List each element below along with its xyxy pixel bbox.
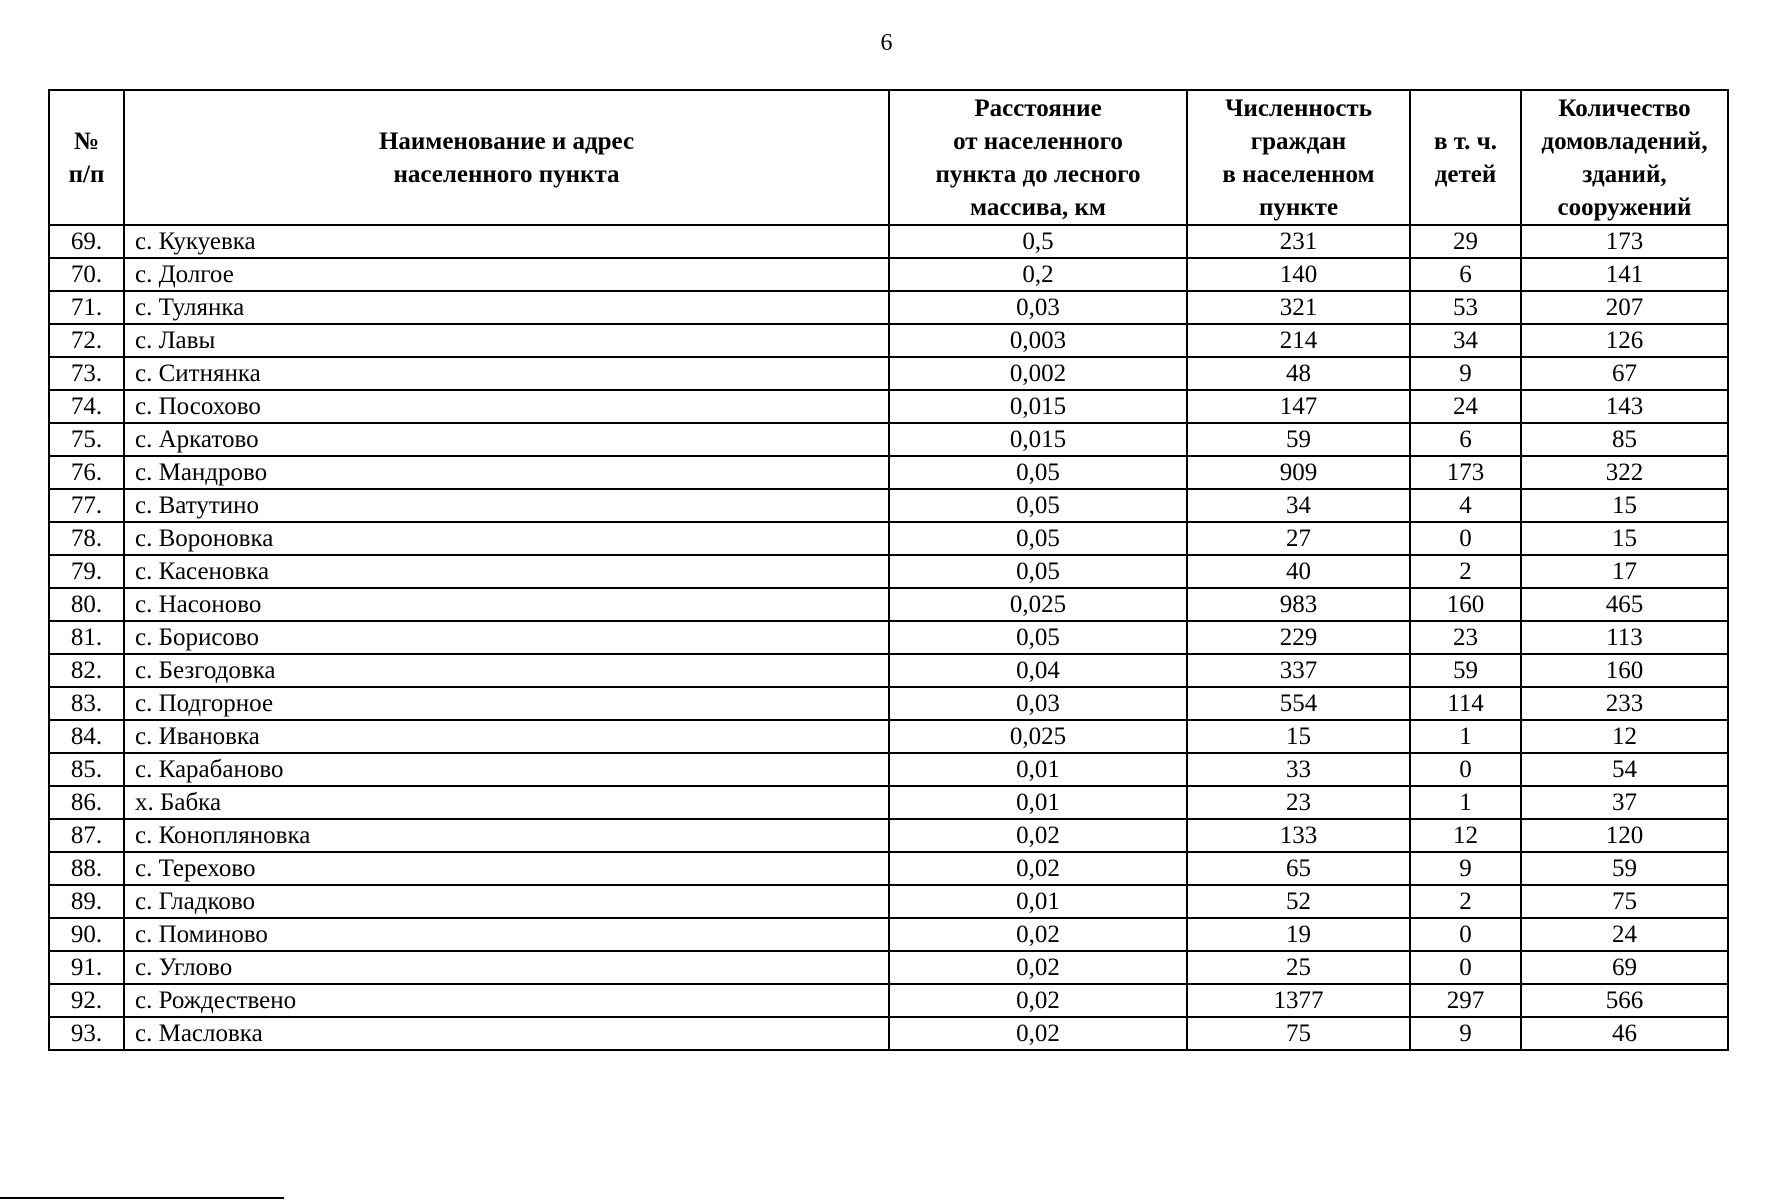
buildings-cell: 322 [1521,456,1728,489]
table-row [49,225,1728,258]
buildings-cell: 17 [1521,555,1728,588]
table-row [49,489,1728,522]
settlement-name: с. Насоново [124,588,889,621]
population-cell: 909 [1187,456,1410,489]
buildings-cell: 54 [1521,753,1728,786]
buildings-cell: 207 [1521,291,1728,324]
settlement-name: с. Терехово [124,852,889,885]
distance-cell: 0,03 [889,687,1187,720]
table-row [49,687,1728,720]
row-number: 83. [49,687,124,720]
settlement-name: с. Тулянка [124,291,889,324]
distance-cell: 0,02 [889,852,1187,885]
row-number: 76. [49,456,124,489]
population-cell: 140 [1187,258,1410,291]
distance-cell: 0,04 [889,654,1187,687]
row-number: 89. [49,885,124,918]
buildings-cell: 24 [1521,918,1728,951]
distance-cell: 0,015 [889,390,1187,423]
distance-cell: 0,05 [889,555,1187,588]
table-row [49,522,1728,555]
buildings-cell: 173 [1521,225,1728,258]
distance-cell: 0,01 [889,753,1187,786]
settlement-name: х. Бабка [124,786,889,819]
header-distance: Расстояние от населенного пункта до лесного массива, км [889,90,1187,225]
table-header [49,90,1728,225]
population-cell: 40 [1187,555,1410,588]
children-cell: 59 [1410,654,1521,687]
header-number: № п/п [49,90,124,225]
buildings-cell: 67 [1521,357,1728,390]
children-cell: 29 [1410,225,1521,258]
distance-cell: 0,02 [889,1017,1187,1050]
row-number: 72. [49,324,124,357]
buildings-cell: 113 [1521,621,1728,654]
distance-cell: 0,003 [889,324,1187,357]
population-cell: 231 [1187,225,1410,258]
buildings-cell: 120 [1521,819,1728,852]
distance-cell: 0,025 [889,588,1187,621]
distance-cell: 0,02 [889,984,1187,1017]
settlement-name: с. Карабаново [124,753,889,786]
table-row [49,1017,1728,1050]
children-cell: 114 [1410,687,1521,720]
row-number: 69. [49,225,124,258]
table-row [49,357,1728,390]
buildings-cell: 15 [1521,522,1728,555]
settlement-name: с. Ватутино [124,489,889,522]
table-row [49,786,1728,819]
population-cell: 337 [1187,654,1410,687]
row-number: 92. [49,984,124,1017]
settlement-name: с. Мандрово [124,456,889,489]
table-row [49,819,1728,852]
buildings-cell: 12 [1521,720,1728,753]
table-row [49,720,1728,753]
distance-cell: 0,02 [889,819,1187,852]
row-number: 85. [49,753,124,786]
buildings-cell: 143 [1521,390,1728,423]
children-cell: 23 [1410,621,1521,654]
buildings-cell: 126 [1521,324,1728,357]
row-number: 86. [49,786,124,819]
population-cell: 554 [1187,687,1410,720]
population-cell: 27 [1187,522,1410,555]
distance-cell: 0,02 [889,918,1187,951]
row-number: 84. [49,720,124,753]
distance-cell: 0,025 [889,720,1187,753]
children-cell: 160 [1410,588,1521,621]
population-cell: 34 [1187,489,1410,522]
row-number: 88. [49,852,124,885]
distance-cell: 0,2 [889,258,1187,291]
distance-cell: 0,5 [889,225,1187,258]
distance-cell: 0,05 [889,621,1187,654]
table-row [49,588,1728,621]
header-children: в т. ч. детей [1410,90,1521,225]
settlement-name: с. Касеновка [124,555,889,588]
children-cell: 2 [1410,555,1521,588]
settlement-name: с. Долгое [124,258,889,291]
population-cell: 147 [1187,390,1410,423]
population-cell: 19 [1187,918,1410,951]
settlements-table [48,89,1729,1051]
settlement-name: с. Вороновка [124,522,889,555]
table-row [49,654,1728,687]
population-cell: 25 [1187,951,1410,984]
buildings-cell: 46 [1521,1017,1728,1050]
settlement-name: с. Аркатово [124,423,889,456]
children-cell: 4 [1410,489,1521,522]
settlement-name: с. Кукуевка [124,225,889,258]
row-number: 81. [49,621,124,654]
table-row [49,390,1728,423]
row-number: 71. [49,291,124,324]
table-body [49,225,1728,1050]
row-number: 77. [49,489,124,522]
settlement-name: с. Рождествено [124,984,889,1017]
buildings-cell: 566 [1521,984,1728,1017]
children-cell: 0 [1410,753,1521,786]
children-cell: 0 [1410,522,1521,555]
children-cell: 173 [1410,456,1521,489]
table-row [49,852,1728,885]
table-row [49,951,1728,984]
table-row [49,291,1728,324]
settlement-name: с. Гладково [124,885,889,918]
children-cell: 12 [1410,819,1521,852]
population-cell: 33 [1187,753,1410,786]
population-cell: 133 [1187,819,1410,852]
buildings-cell: 69 [1521,951,1728,984]
table-row [49,918,1728,951]
distance-cell: 0,05 [889,522,1187,555]
children-cell: 34 [1410,324,1521,357]
distance-cell: 0,002 [889,357,1187,390]
row-number: 75. [49,423,124,456]
table-row [49,753,1728,786]
settlement-name: с. Ситнянка [124,357,889,390]
population-cell: 229 [1187,621,1410,654]
row-number: 73. [49,357,124,390]
distance-cell: 0,05 [889,456,1187,489]
population-cell: 59 [1187,423,1410,456]
table-row [49,456,1728,489]
settlement-name: с. Борисово [124,621,889,654]
table-row [49,423,1728,456]
distance-cell: 0,015 [889,423,1187,456]
table-row [49,885,1728,918]
settlement-name: с. Углово [124,951,889,984]
buildings-cell: 160 [1521,654,1728,687]
row-number: 78. [49,522,124,555]
buildings-cell: 59 [1521,852,1728,885]
row-number: 90. [49,918,124,951]
children-cell: 1 [1410,786,1521,819]
settlement-name: с. Поминово [124,918,889,951]
row-number: 82. [49,654,124,687]
row-number: 70. [49,258,124,291]
population-cell: 15 [1187,720,1410,753]
buildings-cell: 141 [1521,258,1728,291]
row-number: 91. [49,951,124,984]
row-number: 79. [49,555,124,588]
population-cell: 23 [1187,786,1410,819]
row-number: 87. [49,819,124,852]
row-number: 93. [49,1017,124,1050]
settlement-name: с. Конопляновка [124,819,889,852]
children-cell: 9 [1410,357,1521,390]
children-cell: 9 [1410,1017,1521,1050]
table-row [49,555,1728,588]
header-buildings: Количество домовладений, зданий, сооружений [1521,90,1728,225]
buildings-cell: 15 [1521,489,1728,522]
settlement-name: с. Масловка [124,1017,889,1050]
population-cell: 983 [1187,588,1410,621]
buildings-cell: 75 [1521,885,1728,918]
population-cell: 321 [1187,291,1410,324]
header-name-address: Наименование и адрес населенного пункта [124,90,889,225]
children-cell: 0 [1410,951,1521,984]
children-cell: 6 [1410,423,1521,456]
table-row [49,258,1728,291]
buildings-cell: 233 [1521,687,1728,720]
row-number: 74. [49,390,124,423]
settlement-name: с. Подгорное [124,687,889,720]
population-cell: 1377 [1187,984,1410,1017]
header-population: Численность граждан в населенном пункте [1187,90,1410,225]
settlement-name: с. Посохово [124,390,889,423]
distance-cell: 0,05 [889,489,1187,522]
children-cell: 24 [1410,390,1521,423]
children-cell: 297 [1410,984,1521,1017]
page-number: 6 [880,30,893,56]
children-cell: 1 [1410,720,1521,753]
population-cell: 48 [1187,357,1410,390]
footnote-divider [0,1197,284,1199]
distance-cell: 0,03 [889,291,1187,324]
buildings-cell: 85 [1521,423,1728,456]
population-cell: 52 [1187,885,1410,918]
distance-cell: 0,01 [889,885,1187,918]
table-row [49,324,1728,357]
buildings-cell: 465 [1521,588,1728,621]
header-row [49,90,1728,225]
children-cell: 6 [1410,258,1521,291]
population-cell: 214 [1187,324,1410,357]
settlement-name: с. Безгодовка [124,654,889,687]
distance-cell: 0,02 [889,951,1187,984]
children-cell: 53 [1410,291,1521,324]
children-cell: 2 [1410,885,1521,918]
children-cell: 0 [1410,918,1521,951]
row-number: 80. [49,588,124,621]
distance-cell: 0,01 [889,786,1187,819]
table-row [49,984,1728,1017]
buildings-cell: 37 [1521,786,1728,819]
children-cell: 9 [1410,852,1521,885]
table-row [49,621,1728,654]
settlement-name: с. Лавы [124,324,889,357]
population-cell: 75 [1187,1017,1410,1050]
settlement-name: с. Ивановка [124,720,889,753]
population-cell: 65 [1187,852,1410,885]
